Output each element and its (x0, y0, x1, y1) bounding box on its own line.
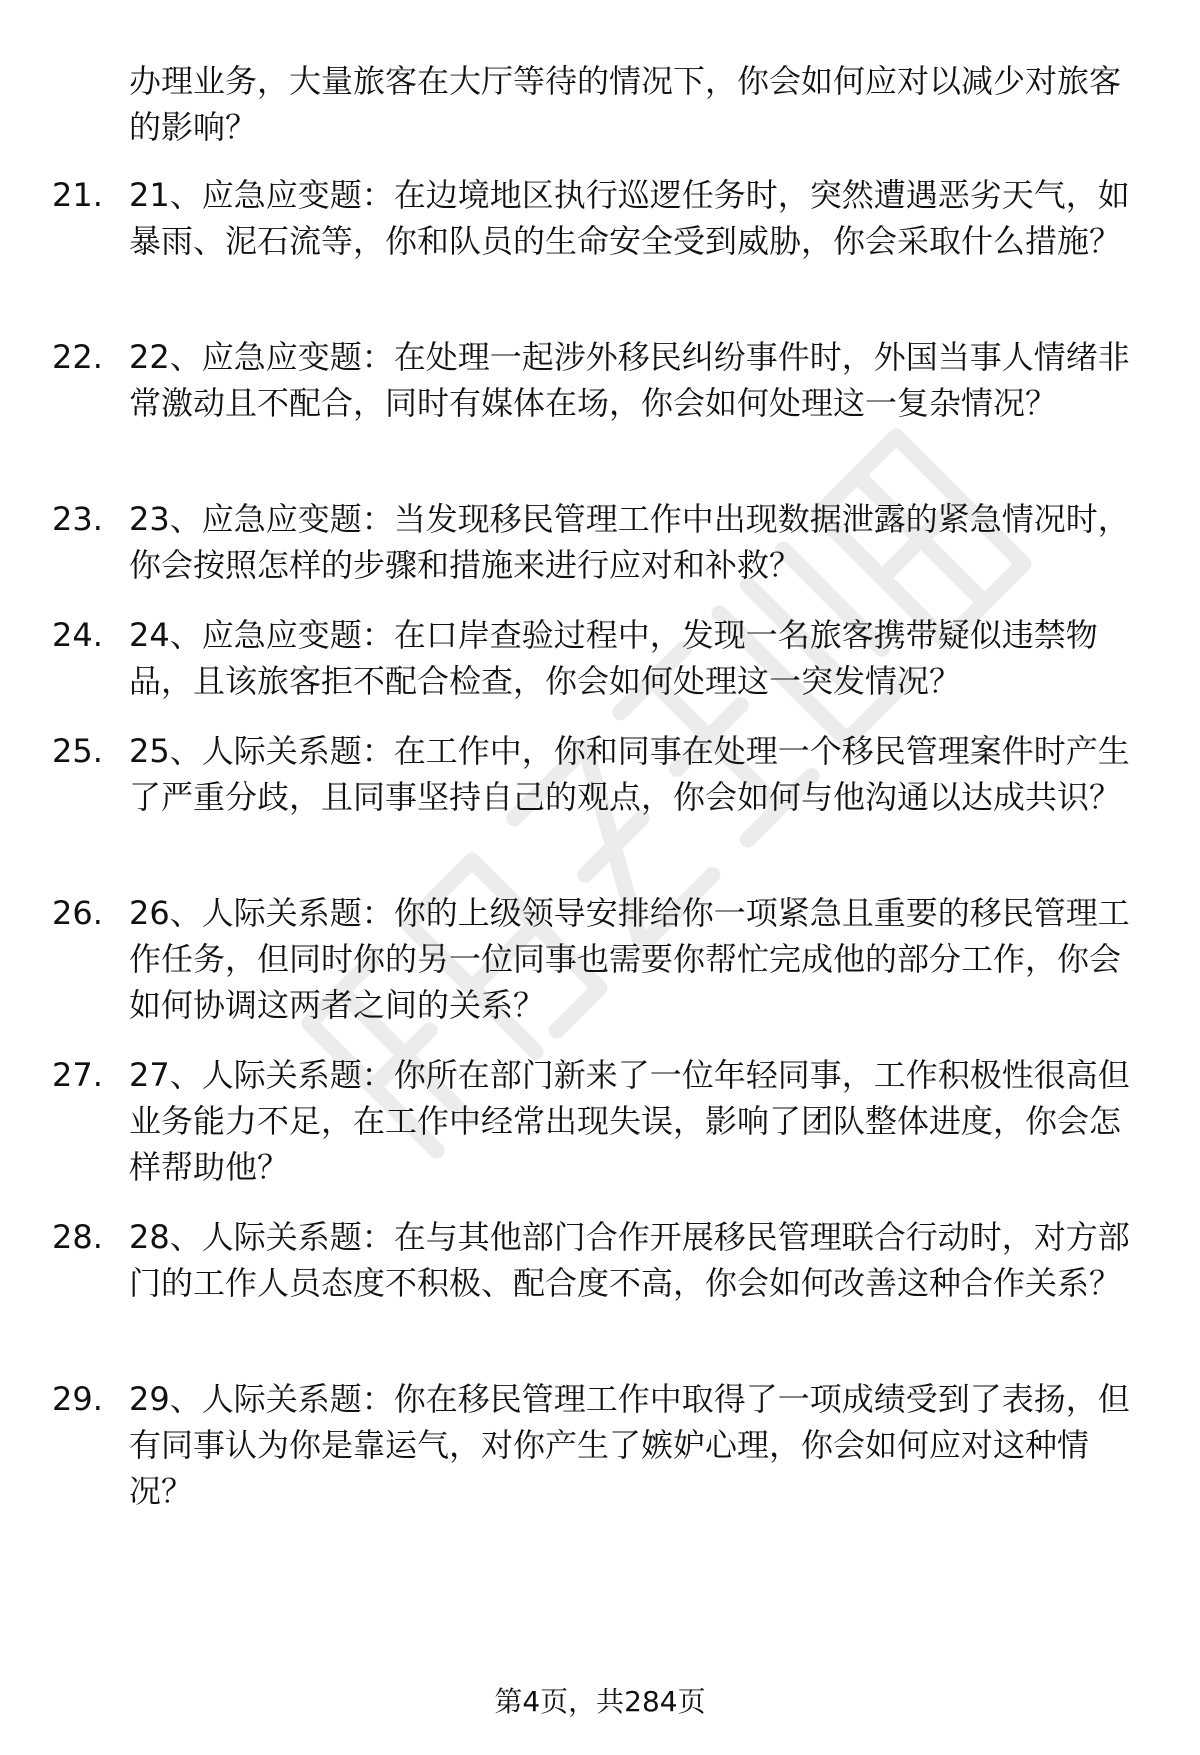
intro-paragraph: 办理业务，大量旅客在大厅等待的情况下，你会如何应对以减少对旅客的影响？ (129, 62, 1122, 146)
item-number: 27. (52, 1056, 103, 1094)
item-number: 29. (52, 1380, 103, 1418)
item-number: 24. (52, 616, 103, 654)
item-text: 21、应急应变题：在边境地区执行巡逻任务时，突然遭遇恶劣天气，如暴雨、泥石流等，你和队员的生命安全受到威胁，你会采取什么措施？ (129, 176, 1130, 260)
item-number: 21. (52, 176, 103, 214)
item-text: 27、人际关系题：你所在部门新来了一位年轻同事，工作积极性很高但业务能力不足，在工作中经常出现失误，影响了团队整体进度，你会怎样帮助他？ (129, 1056, 1130, 1186)
item-number: 26. (52, 894, 103, 932)
item-text: 23、应急应变题：当发现移民管理工作中出现数据泄露的紧急情况时，你会按照怎样的步骤和措施来进行应对和补救？ (129, 500, 1130, 584)
item-text: 28、人际关系题：在与其他部门合作开展移民管理联合行动时，对方部门的工作人员态度不积极、配合度不高，你会如何改善这种合作关系？ (129, 1218, 1130, 1302)
item-number: 28. (52, 1218, 103, 1256)
page-footer: 第4页，共284页 (494, 1685, 706, 1718)
item-text: 24、应急应变题：在口岸查验过程中，发现一名旅客携带疑似违禁物品，且该旅客拒不配合检查，你会如何处理这一突发情况？ (129, 616, 1098, 700)
item-number: 22. (52, 338, 103, 376)
item-text: 22、应急应变题：在处理一起涉外移民纠纷事件时，外国当事人情绪非常激动且不配合，同时有媒体在场，你会如何处理这一复杂情况？ (129, 338, 1130, 422)
item-number: 23. (52, 500, 103, 538)
item-text: 25、人际关系题：在工作中，你和同事在处理一个移民管理案件时产生了严重分歧，且同事坚持自己的观点，你会如何与他沟通以达成共识？ (129, 732, 1130, 816)
item-text: 26、人际关系题：你的上级领导安排给你一项紧急且重要的移民管理工作任务，但同时你的另一位同事也需要你帮忙完成他的部分工作，你会如何协调这两者之间的关系？ (129, 894, 1130, 1024)
item-number: 25. (52, 732, 103, 770)
item-text: 29、人际关系题：你在移民管理工作中取得了一项成绩受到了表扬，但有同事认为你是靠运气，对你产生了嫉妒心理，你会如何应对这种情况？ (129, 1380, 1130, 1510)
